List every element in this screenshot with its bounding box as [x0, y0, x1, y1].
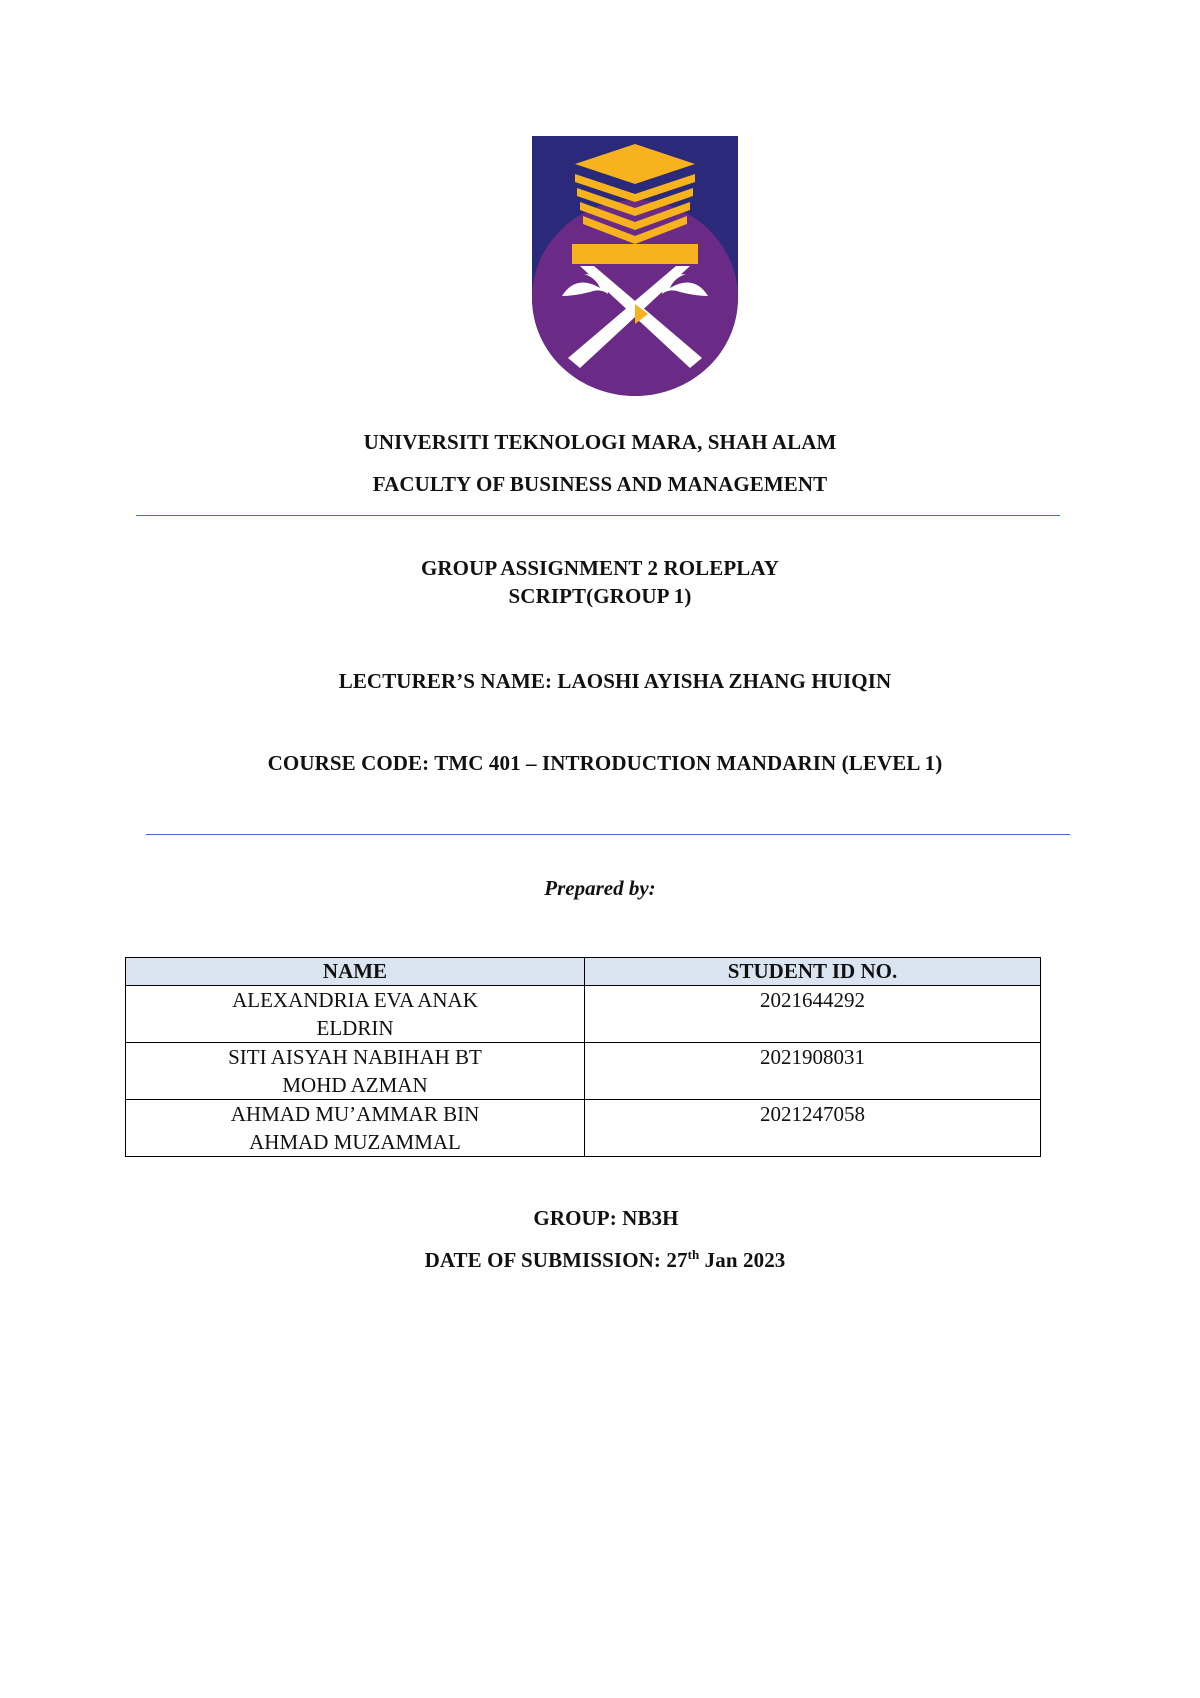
member-name: AHMAD MU’AMMAR BIN AHMAD MUZAMMAL	[230, 1102, 480, 1154]
university-name: UNIVERSITI TEKNOLOGI MARA, SHAH ALAM	[363, 430, 837, 454]
table-header-row	[126, 958, 1041, 986]
member-name-cell	[126, 1043, 585, 1100]
bottom-divider	[146, 834, 1070, 835]
submission-date	[0, 1248, 1200, 1273]
member-name: ALEXANDRIA EVA ANAK ELDRIN	[232, 988, 478, 1040]
student-id: 2021247058	[585, 1100, 1041, 1157]
members-table	[125, 957, 1041, 1157]
group-code: GROUP: NB3H	[533, 1206, 679, 1230]
submission-date-prefix: DATE OF SUBMISSION: 27	[424, 1248, 688, 1272]
submission-date-suffix: Jan 2023	[699, 1248, 786, 1272]
student-id: 2021644292	[585, 986, 1041, 1043]
student-id: 2021908031	[585, 1043, 1041, 1100]
faculty-name: FACULTY OF BUSINESS AND MANAGEMENT	[372, 472, 828, 496]
table-row	[126, 986, 1041, 1043]
table-row	[126, 1100, 1041, 1157]
submission-date-ordinal: th	[687, 1247, 700, 1262]
assignment-title-line2: SCRIPT(GROUP 1)	[508, 584, 692, 608]
lecturer-name: LECTURER’S NAME: LAOSHI AYISHA ZHANG HUIQIN	[338, 669, 892, 693]
top-divider	[136, 515, 1060, 516]
column-header-name: NAME	[126, 958, 585, 986]
member-name-cell	[126, 1100, 585, 1157]
assignment-title-line1: GROUP ASSIGNMENT 2 ROLEPLAY	[420, 556, 780, 580]
prepared-by-label: Prepared by:	[544, 876, 656, 900]
column-header-student-id: STUDENT ID NO.	[585, 958, 1041, 986]
uitm-crest-logo	[532, 136, 738, 396]
course-code: COURSE CODE: TMC 401 – INTRODUCTION MANDARIN (LEVEL 1)	[267, 751, 943, 775]
table-row	[126, 1043, 1041, 1100]
member-name-cell	[126, 986, 585, 1043]
member-name: SITI AISYAH NABIHAH BT MOHD AZMAN	[228, 1045, 482, 1097]
